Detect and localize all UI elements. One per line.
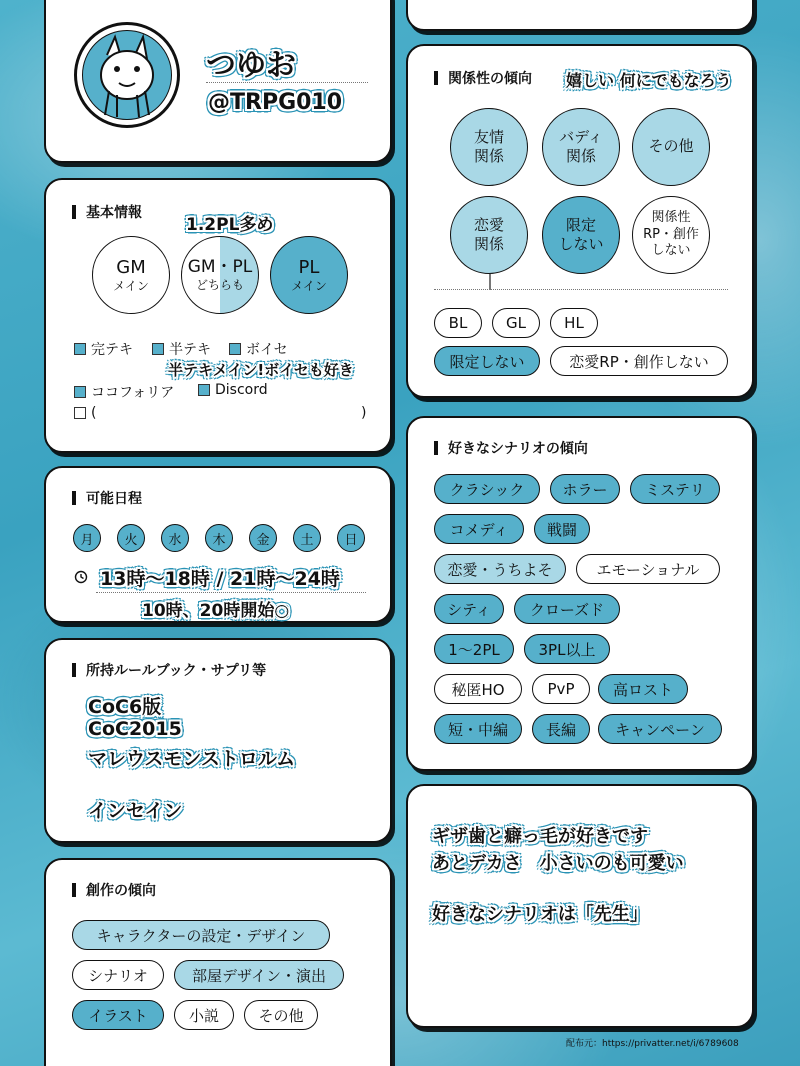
tag-campaign: キャンペーン — [598, 714, 722, 744]
scenarios-card — [406, 416, 754, 771]
profile-card — [44, 0, 392, 163]
day-tue: 火 — [117, 524, 145, 552]
tag-mystery: ミステリ — [630, 474, 720, 504]
tag-romance: 恋愛・うちよそ — [434, 554, 566, 584]
tag-pvp: PvP — [532, 674, 590, 704]
rel-line: 関係 — [565, 147, 596, 165]
tag-other: その他 — [244, 1000, 318, 1030]
time-start: 10時、20時開始○ — [142, 601, 290, 621]
free-line: ギザ歯と癖っ毛が好きです — [432, 826, 648, 847]
avatar — [74, 22, 180, 128]
rel-line: 限定 — [565, 215, 596, 234]
basic-info-card — [44, 178, 392, 453]
rel-line: その他 — [648, 137, 694, 156]
section-title: 創作の傾向 — [86, 883, 156, 899]
section-title: 好きなシナリオの傾向 — [448, 441, 588, 457]
time-range: 13時〜18時 / 21時〜24時 — [100, 568, 340, 590]
tag-secret-ho: 秘匿HO — [434, 674, 522, 704]
tag-short: 短・中編 — [434, 714, 522, 744]
rulebook-item: CoC2015 — [88, 718, 182, 740]
clock-icon — [74, 570, 88, 584]
section-title: 可能日程 — [86, 491, 142, 507]
role-pl — [270, 236, 348, 314]
role-main: PL — [298, 256, 320, 278]
creative-card — [44, 858, 392, 1066]
tag-novel: 小説 — [174, 1000, 234, 1030]
rel-none — [632, 196, 710, 274]
check-label: ココフォリア — [91, 385, 175, 401]
section-marker — [72, 491, 76, 505]
rel-friendship — [450, 108, 528, 186]
check-hanteki — [152, 339, 211, 359]
checkbox-icon — [74, 343, 86, 355]
rel-other — [632, 108, 710, 186]
tag-comedy: コメディ — [434, 514, 524, 544]
other-close — [361, 405, 366, 421]
tag-high-lost: 高ロスト — [598, 674, 688, 704]
profile-divider — [206, 82, 368, 83]
day-wed: 水 — [161, 524, 189, 552]
day-mon: 月 — [73, 524, 101, 552]
rel-line: 関係 — [473, 147, 504, 165]
tag-emotional: エモーショナル — [576, 554, 720, 584]
checkbox-icon — [74, 386, 86, 398]
section-title: 基本情報 — [86, 205, 142, 221]
time-divider — [96, 592, 366, 593]
day-thu: 木 — [205, 524, 233, 552]
tag-scenario: シナリオ — [72, 960, 164, 990]
rulebooks-card — [44, 638, 392, 843]
tag-unlimited: 限定しない — [434, 346, 540, 376]
rel-line: しない — [651, 243, 691, 259]
schedule-card — [44, 466, 392, 623]
rel-line: しない — [558, 235, 604, 253]
tag-battle: 戦闘 — [534, 514, 590, 544]
role-main: GM・PL — [187, 257, 253, 278]
note-top: 1.2PL多め — [186, 215, 274, 235]
tag-long: 長編 — [532, 714, 590, 744]
rel-line: バディ — [559, 127, 603, 146]
section-marker — [72, 205, 76, 219]
check-voice — [229, 339, 288, 359]
check-label: Discord — [215, 382, 268, 398]
role-gm — [92, 236, 170, 314]
rel-line: 恋愛 — [473, 215, 504, 234]
tag-gl: GL — [492, 308, 540, 338]
section-marker — [72, 883, 76, 897]
checkbox-icon — [74, 407, 86, 419]
rulebook-item: CoC6版 — [88, 696, 162, 718]
rel-line: 友情 — [473, 127, 504, 146]
tag-chara-design: キャラクターの設定・デザイン — [72, 920, 330, 950]
rulebook-item: インセイン — [88, 800, 183, 822]
relations-card — [406, 44, 754, 398]
role-sub: メイン — [291, 278, 327, 293]
rel-line: RP・創作 — [643, 226, 699, 242]
bracket: ) — [361, 405, 367, 421]
character-doodle — [77, 25, 177, 125]
relations-note: 嬉しい 何にでもなろう — [566, 71, 732, 90]
footer-credit: 配布元：https://privatter.net/i/6789608 — [566, 1039, 739, 1049]
rel-unlimited — [542, 196, 620, 274]
rel-line: 関係性 — [651, 209, 691, 225]
rel-romance-stem — [489, 274, 491, 290]
rel-buddy — [542, 108, 620, 186]
checkbox-icon — [152, 343, 164, 355]
rulebook-item: マレウスモンストロルム — [88, 748, 296, 770]
section-title: 関係性の傾向 — [448, 71, 532, 87]
section-title: 所持ルールブック・サプリ等 — [86, 663, 267, 679]
tag-no-romance: 恋愛RP・創作しない — [550, 346, 728, 376]
section-marker — [434, 441, 438, 455]
free-text-card — [406, 784, 754, 1028]
role-sub: メイン — [113, 278, 149, 293]
tag-room-design: 部屋デザイン・演出 — [174, 960, 344, 990]
tag-horror: ホラー — [550, 474, 620, 504]
profile-handle: @TRPG010 — [208, 90, 343, 115]
day-fri: 金 — [249, 524, 277, 552]
top-partial-card — [406, 0, 754, 31]
role-sub: どちらも — [195, 278, 244, 293]
tag-illust: イラスト — [72, 1000, 164, 1030]
check-other — [74, 405, 96, 421]
check-kanteki — [74, 339, 133, 359]
check-cocofolia — [74, 382, 174, 402]
checkbox-icon — [198, 384, 210, 396]
free-line: 好きなシナリオは「先生」 — [432, 904, 648, 925]
check-label: 完テキ — [91, 342, 133, 358]
section-marker — [434, 71, 438, 85]
role-main: GM — [116, 256, 146, 278]
tag-closed: クローズド — [514, 594, 620, 624]
tag-city: シティ — [434, 594, 504, 624]
day-sat: 土 — [293, 524, 321, 552]
tag-1-2pl: 1〜2PL — [434, 634, 514, 664]
tag-3pl: 3PL以上 — [524, 634, 610, 664]
check-label: ( — [91, 405, 97, 421]
rel-line: 関係 — [473, 235, 504, 253]
section-marker — [72, 663, 76, 677]
tag-hl: HL — [550, 308, 598, 338]
check-label: ボイセ — [246, 342, 288, 358]
day-sun: 日 — [337, 524, 365, 552]
check-label: 半テキ — [169, 342, 211, 358]
relations-divider — [434, 289, 728, 290]
check-discord — [198, 382, 268, 398]
tag-bl: BL — [434, 308, 482, 338]
note-mid: 半テキメイン!ボイセも好き — [168, 361, 354, 379]
tag-classic: クラシック — [434, 474, 540, 504]
checkbox-icon — [229, 343, 241, 355]
role-both — [181, 236, 259, 314]
rel-romance — [450, 196, 528, 274]
profile-name: つゆお — [206, 48, 296, 83]
free-line: あとデカさ 小さいのも可愛い — [432, 853, 684, 874]
